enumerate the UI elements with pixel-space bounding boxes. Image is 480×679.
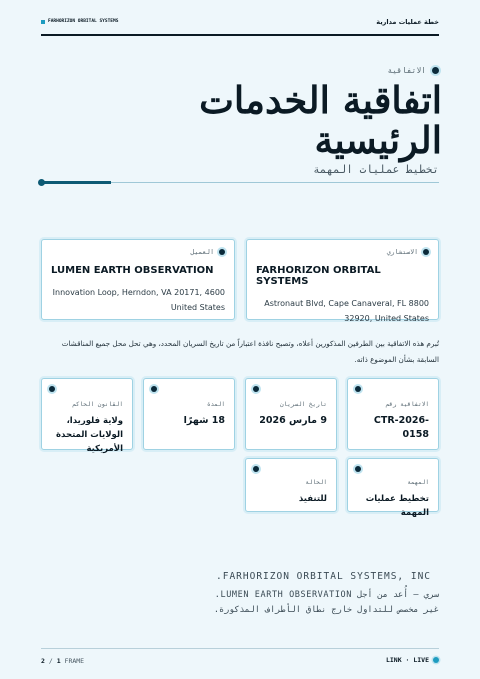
page-title: اتفاقية الخدمات الرئيسية [199,78,442,162]
confidentiality-note: سري — أُعد من أجل LUMEN EARTH OBSERVATION. غير مخصص للتداول خارج نطاق الأطراف المذكورة. [213,590,439,615]
meta-value: CTR-2026-0158 [373,415,429,440]
meta-card-governing-law [41,378,133,454]
eyebrow-label: الاتفاقية [387,66,426,75]
bullet-dot-icon [49,386,55,392]
signature-company: .FARHORIZON ORBITAL SYSTEMS, INC [216,571,432,582]
brand-tag [41,19,118,24]
bullet-dot-icon [253,386,259,392]
brand-square-icon [41,20,45,24]
meta-value: 9 مارس 2026 [259,415,327,426]
doc-title-small: خطة عمليات مدارية [376,18,439,26]
brand-name: FARHORIZON ORBITAL SYSTEMS [48,19,119,24]
footer [41,648,439,668]
bullet-dot-icon [423,249,429,255]
meta-label: القانون الحاكم [72,401,123,408]
meta-card-effective-date [245,378,337,450]
bullet-dot-icon [432,67,439,74]
meta-value: تخطيط عمليات المهمة [365,494,429,518]
client-label-row [51,248,225,256]
client-card [41,239,235,320]
divider-thick [41,181,111,184]
bullet-dot-icon [355,466,361,472]
bullet-dot-icon [253,466,259,472]
meta-value: 18 شهرًا [183,415,225,426]
link-status-text: LINK · LIVE [385,656,429,664]
meta-card-agreement-no [347,378,439,450]
page-subtitle: تخطيط عمليات المهمة [313,163,439,176]
page-total: 1 [56,657,61,665]
meta-label: المدة [206,401,225,408]
top-bar [41,16,439,36]
bullet-dot-icon [355,386,361,392]
client-label: العميل [190,248,214,256]
consultant-address: Astronaut Blvd, Cape Canaveral, FL 8800 32920, United States [264,299,429,323]
meta-value: للتنفيذ [298,494,327,504]
consultant-card [246,239,439,323]
link-status [386,656,439,664]
meta-card-term [143,378,235,450]
consultant-label-row [256,248,429,256]
divider-end-dot-icon [38,179,45,186]
page-separator: / [48,657,53,665]
meta-card-mission [347,458,439,518]
meta-label: تاريخ السريان [280,401,327,408]
frame-label: FRAME [64,657,85,665]
eyebrow [387,66,439,75]
meta-card-status [245,458,337,512]
meta-label: الحالة [305,479,327,486]
divider-thin [111,182,439,183]
meta-value: ولاية فلوريدا، الولايات المتحدة الأمريكية [56,416,123,454]
page-current: 2 [41,657,45,665]
page-indicator [41,657,84,665]
title-divider [41,181,439,183]
bullet-dot-icon [219,249,225,255]
meta-label: المهمة [407,479,429,486]
consultant-label: الاستشاري [386,248,418,256]
client-address: Innovation Loop, Herndon, VA 20171, 4600 United States [52,288,225,312]
bullet-dot-icon [151,386,157,392]
live-dot-icon [433,657,439,663]
meta-label: الاتفاقية رقم [385,401,429,408]
client-name: LUMEN EARTH OBSERVATION [51,265,214,276]
consultant-name: FARHORIZON ORBITAL SYSTEMS [256,265,381,287]
intro-paragraph: تُبرم هذه الاتفاقية بين الطرفين المذكورين أعلاه، وتصبح نافذة اعتباراً من تاريخ السريان المحدد، وهي تحل محل جميع المناقشات السابقة بشأن الموضوع ذاته. [61,339,439,364]
